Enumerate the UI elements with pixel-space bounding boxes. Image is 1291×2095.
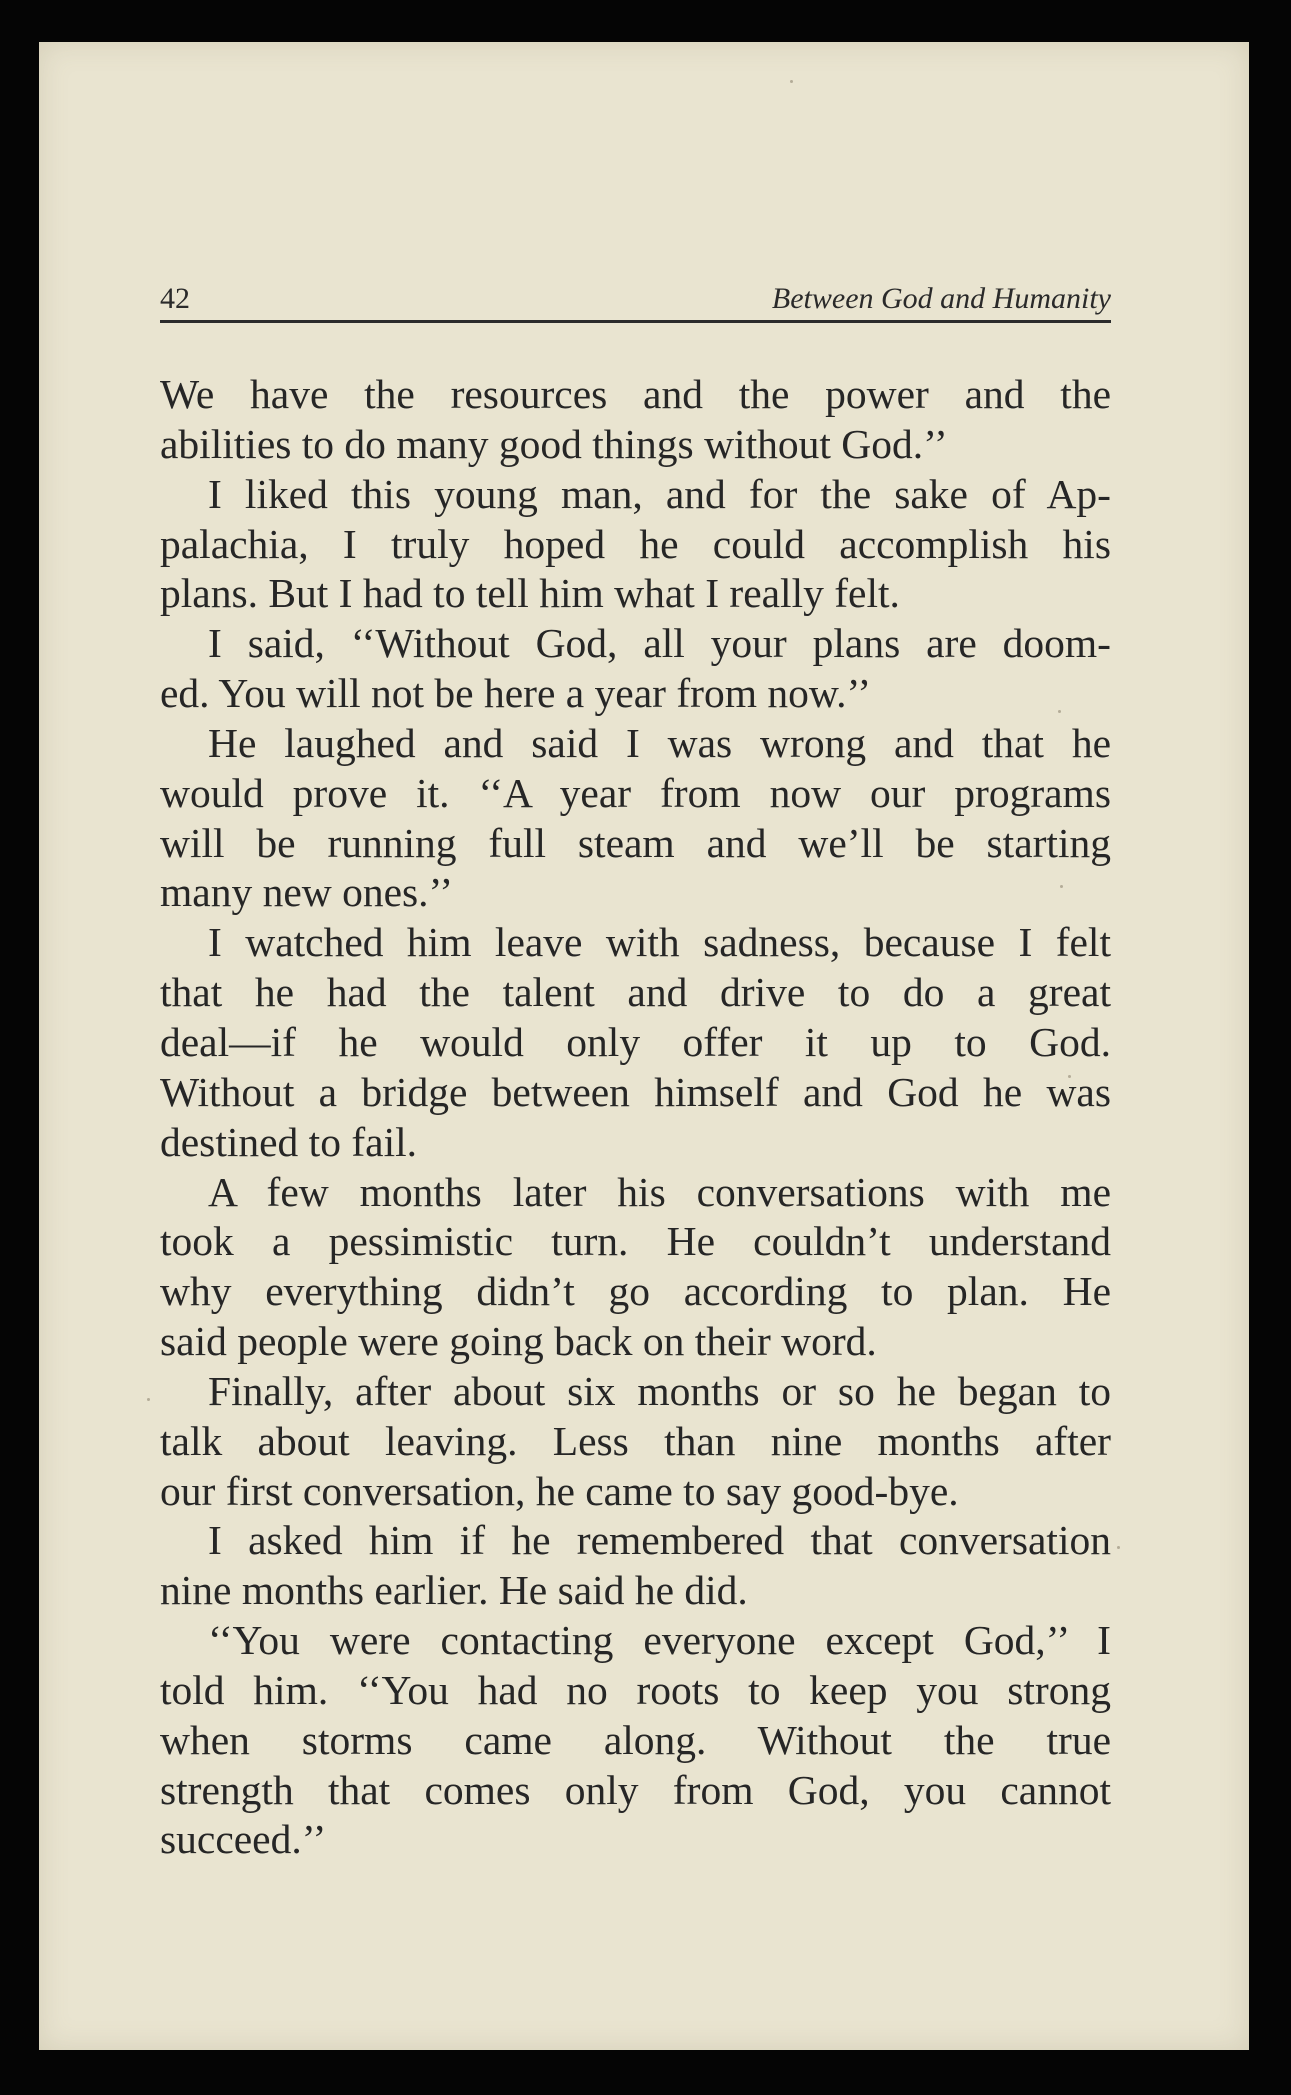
text-line: Without a bridge between himself and God he was [160, 1068, 1111, 1115]
running-header [160, 268, 1111, 323]
text-line: why everything didn’t go according to plan. He [160, 1268, 1111, 1315]
text-line: I watched him leave with sadness, because I felt [208, 919, 1111, 966]
paper-speck [790, 80, 793, 83]
paper-speck [1060, 885, 1063, 888]
text-line: destined to fail. [160, 1118, 418, 1165]
text-line: deal—if he would only offer it up to God. [160, 1018, 1111, 1065]
text-line: I said, ‘‘Without God, all your plans are doom- [208, 620, 1111, 667]
text-line: that he had the talent and drive to do a great [160, 969, 1111, 1016]
text-line: palachia, I truly hoped he could accomplish his [160, 520, 1111, 567]
text-line: took a pessimistic turn. He couldn’t understand [160, 1218, 1111, 1265]
text-line: our first conversation, he came to say good-bye. [160, 1467, 959, 1514]
text-line: talk about leaving. Less than nine months after [160, 1417, 1111, 1464]
text-line: when storms came along. Without the true [160, 1716, 1111, 1763]
book-title: Between God and Humanity [771, 282, 1111, 315]
text-line: succeed.’’ [160, 1816, 327, 1863]
paper-speck [147, 1398, 150, 1401]
text-line: abilities to do many good things without God.’’ [160, 420, 948, 467]
text-line: A few months later his conversations with me [208, 1168, 1111, 1215]
text-line: We have the resources and the power and the [160, 371, 1111, 417]
text-line: nine months earlier. He said he did. [160, 1567, 748, 1614]
text-line: many new ones.’’ [160, 869, 454, 916]
text-line: would prove it. ‘‘A year from now our programs [160, 769, 1111, 816]
text-line: told him. ‘‘You had no roots to keep you strong [160, 1666, 1111, 1713]
paper-speck [1068, 1075, 1071, 1078]
text-line: ed. You will not be here a year from now.’’ [160, 670, 872, 717]
text-line: Finally, after about six months or so he began to [208, 1367, 1111, 1414]
text-line: said people were going back on their word. [160, 1318, 877, 1365]
paper-speck [1117, 1546, 1120, 1549]
body-text [160, 370, 1111, 1865]
text-line: ‘‘You were contacting everyone except God,’’ I [208, 1617, 1111, 1664]
text-line: He laughed and said I was wrong and that he [208, 719, 1111, 766]
paper-speck [1058, 710, 1061, 713]
page-number: 42 [160, 282, 190, 315]
text-line: strength that comes only from God, you cannot [160, 1766, 1111, 1813]
text-line: I liked this young man, and for the sake of Ap- [208, 470, 1111, 517]
text-line: I asked him if he remembered that conversation [208, 1517, 1111, 1564]
text-line: will be running full steam and we’ll be starting [160, 819, 1111, 866]
text-line: plans. But I had to tell him what I really felt. [160, 570, 900, 617]
